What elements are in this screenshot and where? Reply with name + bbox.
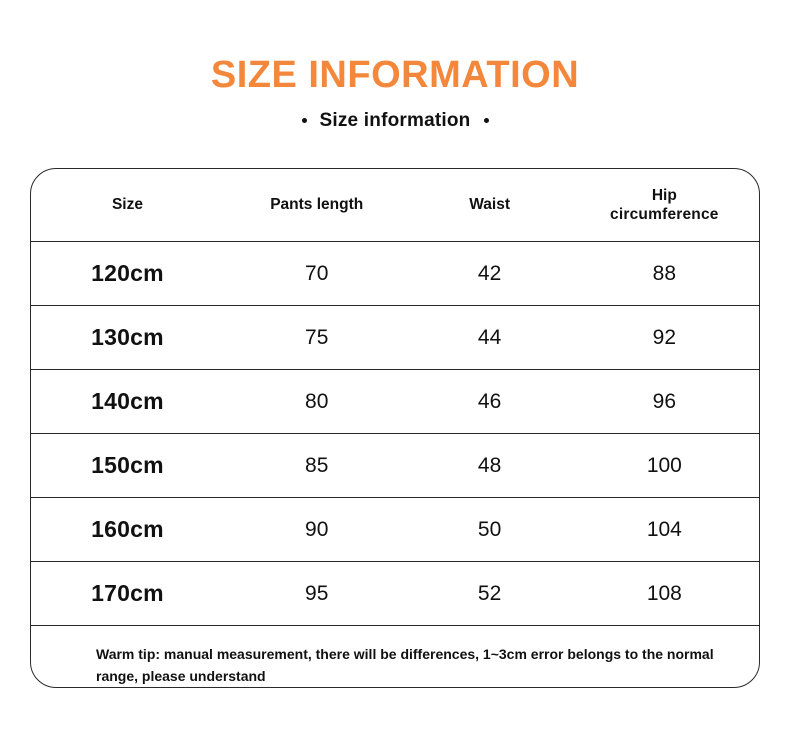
- subtitle-row: [0, 110, 790, 132]
- column-header-hip-circumference: [570, 169, 759, 242]
- cell-hip: 96: [570, 370, 759, 434]
- cell-hip: 108: [570, 562, 759, 626]
- cell-pants-length: 85: [224, 434, 410, 498]
- cell-hip: 104: [570, 498, 759, 562]
- cell-size: 170cm: [31, 562, 224, 626]
- size-table: [31, 169, 759, 687]
- cell-waist: 46: [410, 370, 570, 434]
- cell-size: 130cm: [31, 306, 224, 370]
- table-row: [31, 306, 759, 370]
- cell-size: 140cm: [31, 370, 224, 434]
- cell-hip: 88: [570, 242, 759, 306]
- hip-header-line2: circumference: [610, 206, 719, 223]
- cell-hip: 92: [570, 306, 759, 370]
- size-table-card: [30, 168, 760, 688]
- cell-pants-length: 80: [224, 370, 410, 434]
- warm-tip-text: Warm tip: manual measurement, there will be differences, 1~3cm error belongs to the normal range, please understand: [96, 646, 714, 684]
- table-body: [31, 242, 759, 688]
- cell-waist: 52: [410, 562, 570, 626]
- cell-size: 150cm: [31, 434, 224, 498]
- column-header-pants-length: Pants length: [224, 169, 410, 242]
- bullet-dot-icon: [484, 118, 489, 123]
- page-subtitle: Size information: [319, 109, 471, 131]
- table-row: [31, 370, 759, 434]
- cell-pants-length: 75: [224, 306, 410, 370]
- cell-pants-length: 95: [224, 562, 410, 626]
- cell-size: 160cm: [31, 498, 224, 562]
- cell-waist: 50: [410, 498, 570, 562]
- cell-waist: 42: [410, 242, 570, 306]
- column-header-waist: Waist: [410, 169, 570, 242]
- table-row: [31, 562, 759, 626]
- cell-size: 120cm: [31, 242, 224, 306]
- page-title: SIZE INFORMATION: [210, 54, 580, 96]
- cell-waist: 44: [410, 306, 570, 370]
- hip-header-line1: Hip: [651, 186, 677, 204]
- table-row: [31, 434, 759, 498]
- table-row: [31, 498, 759, 562]
- cell-pants-length: 90: [224, 498, 410, 562]
- table-header: [31, 169, 759, 242]
- table-header-row: [31, 169, 759, 242]
- column-header-size: Size: [31, 169, 224, 242]
- warm-tip-row: [31, 626, 759, 688]
- cell-hip: 100: [570, 434, 759, 498]
- cell-pants-length: 70: [224, 242, 410, 306]
- cell-waist: 48: [410, 434, 570, 498]
- bullet-dot-icon: [302, 118, 307, 123]
- table-row: [31, 242, 759, 306]
